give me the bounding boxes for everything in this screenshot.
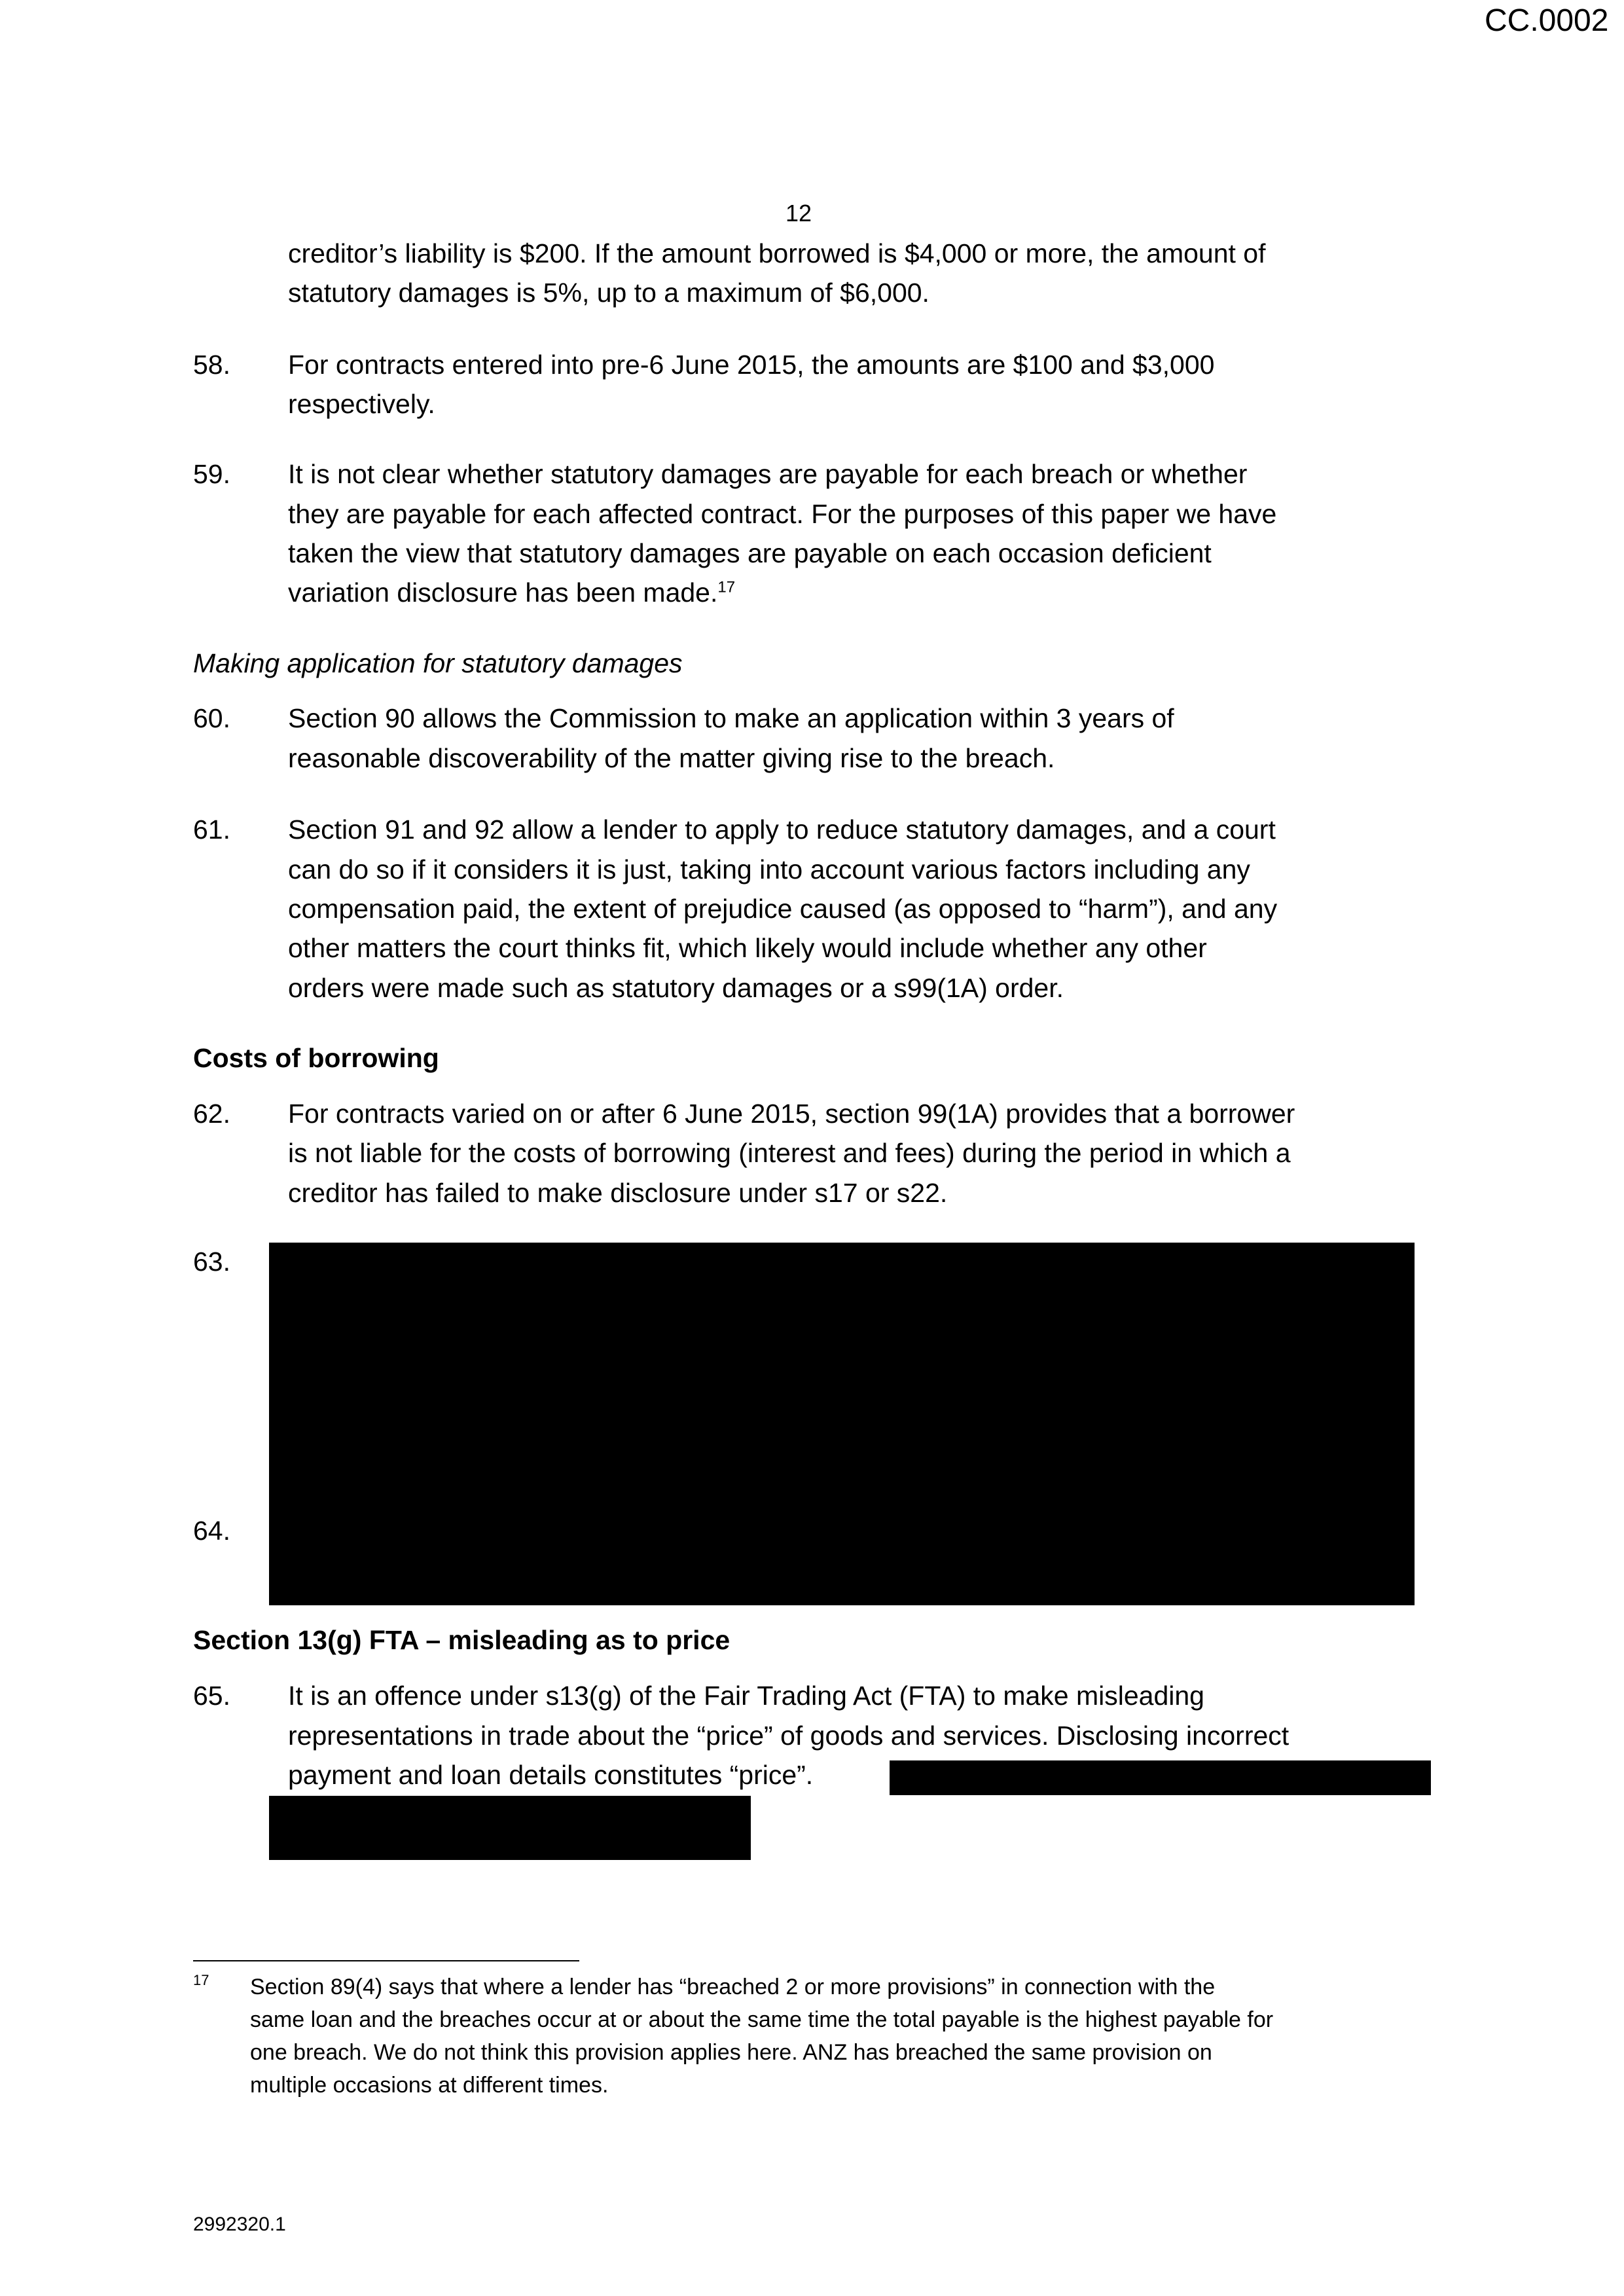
line-text: representations in trade about the “price” of goods and services. Disclosing incorrect: [288, 1721, 1290, 1751]
doc-code: CC.0002: [1485, 3, 1609, 38]
paragraph-line: [288, 234, 1266, 273]
line-text: can do so if it considers it is just, taking into account various factors including any: [288, 854, 1250, 884]
paragraph-number: 58.: [193, 350, 230, 380]
section-heading: Making application for statutory damages: [193, 648, 683, 678]
section-heading: Costs of borrowing: [193, 1043, 439, 1073]
line-text: orders were made such as statutory damages or a s99(1A) order.: [288, 973, 1064, 1003]
paragraph-line: [288, 454, 1247, 494]
paragraph-line: [288, 384, 435, 424]
footnote-separator: [193, 1960, 579, 1961]
paragraph-line: [288, 1716, 1289, 1755]
line-text: they are payable for each affected contract. For the purposes of this paper we have: [288, 499, 1277, 529]
line-text: It is not clear whether statutory damages are payable for each breach or whether: [288, 459, 1248, 489]
line-text: It is an offence under s13(g) of the Fair Trading Act (FTA) to make misleading: [288, 1681, 1204, 1711]
line-text: Section 91 and 92 allow a lender to apply to reduce statutory damages, and a court: [288, 814, 1276, 845]
footnote-line: one breach. We do not think this provision applies here. ANZ has breached the same provision on: [250, 2040, 1212, 2065]
line-text: payment and loan details constitutes “price”.: [288, 1760, 814, 1790]
footnote-line: multiple occasions at different times.: [250, 2073, 609, 2098]
line-text: variation disclosure has been made.: [288, 577, 718, 608]
redacted-block-65: [269, 1796, 751, 1860]
line-text: compensation paid, the extent of prejudice caused (as opposed to “harm”), and any: [288, 894, 1278, 924]
paragraph-line: [288, 345, 1214, 384]
paragraph-line: [288, 889, 1277, 928]
line-text: Section 90 allows the Commission to make an application within 3 years of: [288, 703, 1174, 733]
paragraph-line: [288, 968, 1064, 1008]
paragraph-number: 63.: [193, 1247, 230, 1277]
paragraph-line: [288, 273, 929, 312]
paragraph-line: [288, 1755, 813, 1795]
line-text: For contracts entered into pre-6 June 2015, the amounts are $100 and $3,000: [288, 350, 1215, 380]
line-text: is not liable for the costs of borrowing (interest and fees) during the period in which a: [288, 1138, 1291, 1168]
paragraph-number: 62.: [193, 1099, 230, 1129]
line-text: creditor has failed to make disclosure under s17 or s22.: [288, 1178, 948, 1208]
line-text: statutory damages is 5%, up to a maximum of $6,000.: [288, 278, 929, 308]
paragraph-number: 60.: [193, 703, 230, 733]
paragraph-line: [288, 810, 1276, 849]
paragraph-line: [288, 850, 1250, 889]
paragraph-line: [288, 928, 1207, 968]
paragraph-number: 61.: [193, 814, 230, 845]
paragraph-line: [288, 573, 735, 612]
footnote-reference[interactable]: 17: [717, 578, 736, 596]
line-text: taken the view that statutory damages are payable on each occasion deficient: [288, 538, 1212, 568]
paragraph-line: [288, 1173, 947, 1212]
paragraph-line: [288, 1094, 1295, 1133]
paragraph-number: 65.: [193, 1681, 230, 1711]
section-heading: Section 13(g) FTA – misleading as to price: [193, 1625, 731, 1655]
redacted-block-63-64: [269, 1243, 1415, 1605]
line-text: respectively.: [288, 389, 435, 419]
line-text: other matters the court thinks fit, which likely would include whether any other: [288, 933, 1207, 963]
paragraph-number: 64.: [193, 1516, 230, 1546]
line-text: creditor’s liability is $200. If the amount borrowed is $4,000 or more, the amount of: [288, 238, 1266, 268]
page-number: 12: [785, 200, 812, 227]
line-text: reasonable discoverability of the matter giving rise to the breach.: [288, 743, 1055, 773]
redacted-inline-65: [890, 1760, 1431, 1795]
footnote-line: Section 89(4) says that where a lender has “breached 2 or more provisions” in connection with the: [250, 1975, 1216, 1999]
paragraph-line: [288, 738, 1055, 778]
paragraph-line: [288, 534, 1212, 573]
paragraph-number: 59.: [193, 459, 230, 489]
document-id: 2992320.1: [193, 2214, 286, 2235]
paragraph-line: [288, 494, 1276, 534]
paragraph-line: [288, 1133, 1291, 1173]
footnote-number: 17: [193, 1972, 209, 1988]
line-text: For contracts varied on or after 6 June 2015, section 99(1A) provides that a borrower: [288, 1099, 1295, 1129]
footnote-line: same loan and the breaches occur at or about the same time the total payable is the highest payable for: [250, 2007, 1274, 2032]
paragraph-line: [288, 1676, 1204, 1715]
paragraph-line: [288, 699, 1174, 738]
